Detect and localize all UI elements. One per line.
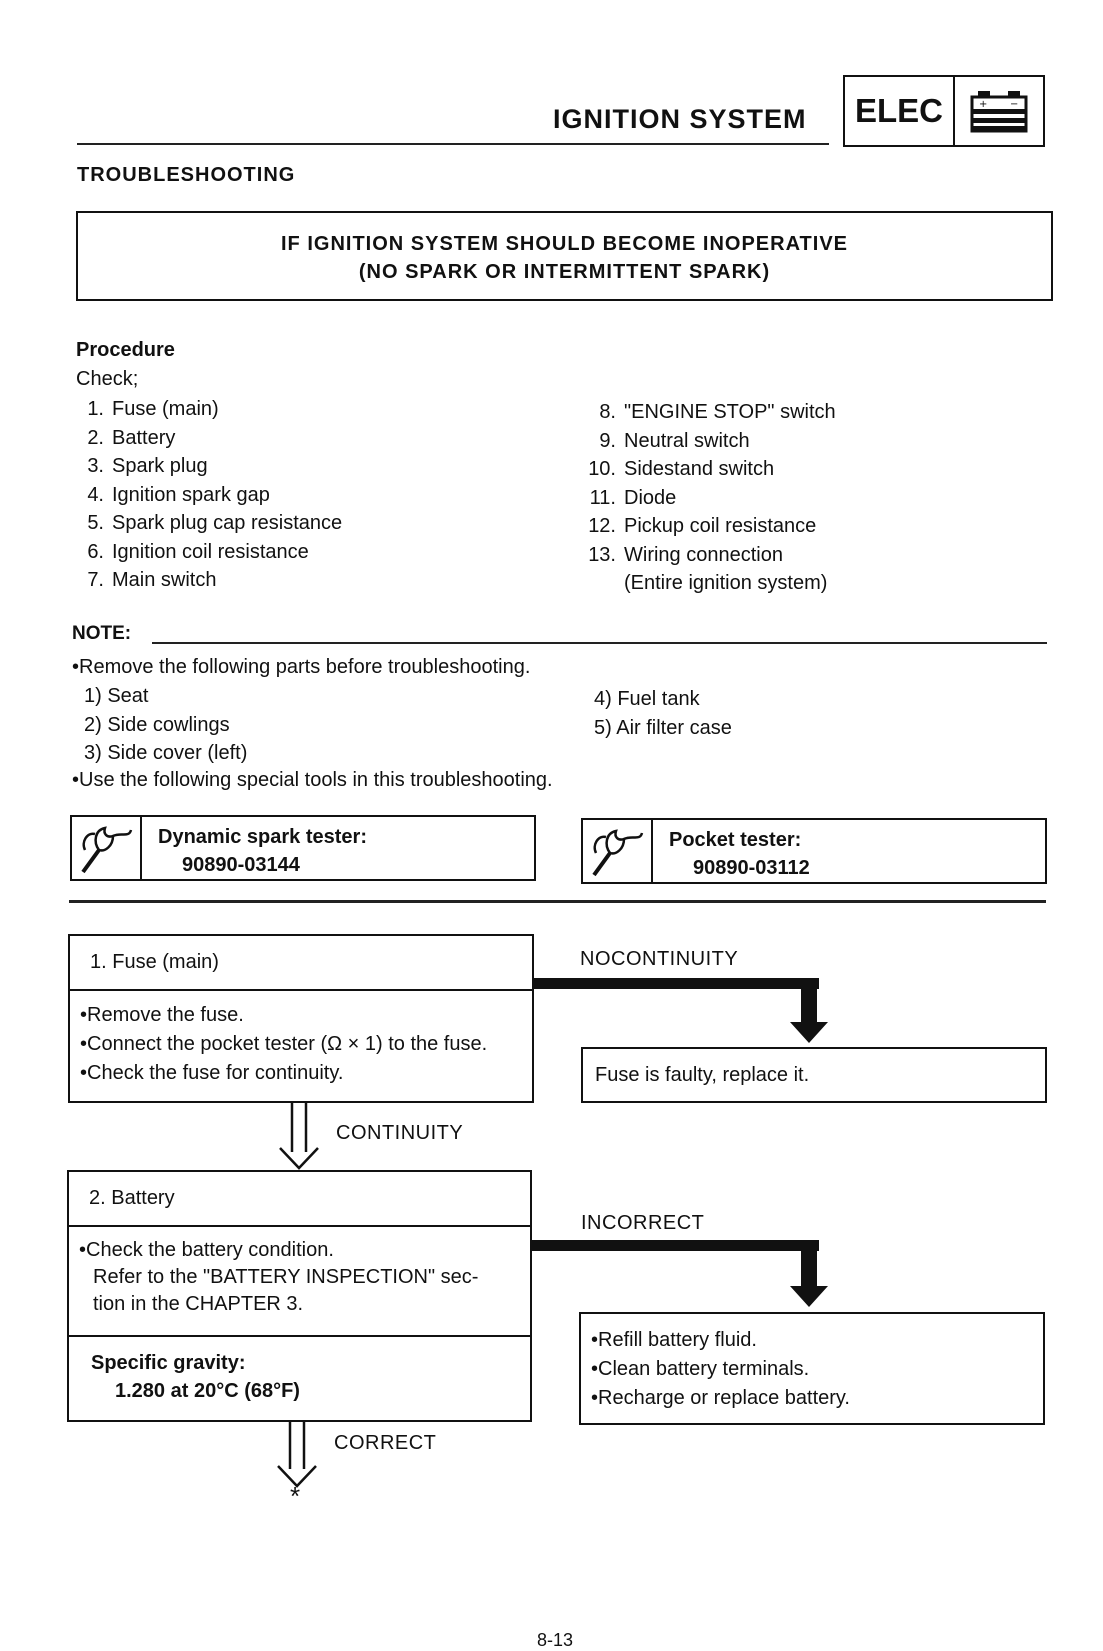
result-box-fuse bbox=[581, 1047, 1047, 1103]
tool-part-number: 90890-03112 bbox=[693, 857, 810, 879]
list-item: 11. Diode bbox=[589, 486, 677, 509]
step-instructions bbox=[70, 991, 532, 1088]
instruction: •Remove the fuse. bbox=[80, 1004, 244, 1026]
svg-text:−: − bbox=[1010, 99, 1019, 110]
fail-connector-1-stem bbox=[801, 978, 817, 1026]
list-item: 7. Main switch bbox=[87, 569, 217, 591]
result-text: Fuse is faulty, replace it. bbox=[595, 1064, 810, 1086]
instruction: Refer to the "BATTERY INSPECTION" sec- bbox=[93, 1266, 479, 1288]
result-box-battery bbox=[579, 1312, 1045, 1425]
list-item: 5. Spark plug cap resistance bbox=[87, 512, 343, 534]
tool-part-number: 90890-03144 bbox=[182, 854, 300, 876]
list-item: 1) Seat bbox=[84, 685, 149, 707]
list-item: 1. Fuse (main) bbox=[87, 398, 219, 420]
list-item: (Entire ignition system) bbox=[624, 572, 828, 594]
list-item: 8. "ENGINE STOP" switch bbox=[599, 401, 836, 423]
fail-arrowhead-1 bbox=[790, 1022, 828, 1043]
pass-label: CORRECT bbox=[334, 1432, 437, 1454]
result-text: •Clean battery terminals. bbox=[591, 1358, 810, 1380]
note-label: NOTE: bbox=[72, 623, 132, 644]
tool-name: Dynamic spark tester: bbox=[158, 826, 367, 848]
banner-line-2: (NO SPARK OR INTERMITTENT SPARK) bbox=[358, 261, 771, 283]
instruction: •Check the fuse for continuity. bbox=[80, 1062, 344, 1084]
procedure-title: Procedure bbox=[76, 339, 175, 361]
instruction: •Check the battery condition. bbox=[79, 1239, 334, 1261]
note-tools-line: •Use the following special tools in this troubleshooting. bbox=[72, 769, 553, 791]
list-item: 12. Pickup coil resistance bbox=[588, 515, 817, 537]
section-badge-label: ELEC bbox=[845, 77, 955, 145]
instruction: •Connect the pocket tester (Ω × 1) to the fuse. bbox=[80, 1033, 488, 1055]
list-item: 6. Ignition coil resistance bbox=[87, 540, 309, 563]
fail-connector-2 bbox=[531, 1240, 819, 1251]
fail-label: NOCONTINUITY bbox=[580, 948, 739, 970]
page-title: IGNITION SYSTEM bbox=[553, 104, 807, 134]
tool-name: Pocket tester: bbox=[669, 829, 802, 851]
result-text: •Recharge or replace battery. bbox=[591, 1387, 850, 1409]
fail-arrowhead-2 bbox=[790, 1286, 828, 1307]
step-title: 1. Fuse (main) bbox=[70, 936, 532, 991]
banner-line-1: IF IGNITION SYSTEM SHOULD BECOME INOPERATIVE bbox=[281, 233, 848, 255]
continuation-mark: * bbox=[290, 1481, 301, 1511]
list-item: 3. Spark plug bbox=[87, 455, 208, 477]
list-item: 4. Ignition spark gap bbox=[87, 483, 270, 506]
step-instructions bbox=[69, 1227, 530, 1337]
list-item: 2. Battery bbox=[87, 426, 176, 449]
list-item: 4) Fuel tank bbox=[594, 688, 700, 710]
pass-arrow-2 bbox=[278, 1421, 316, 1486]
spec-block bbox=[69, 1337, 530, 1405]
step-title: 2. Battery bbox=[69, 1172, 530, 1227]
list-item: 13. Wiring connection bbox=[588, 543, 783, 566]
fail-label: INCORRECT bbox=[581, 1212, 705, 1234]
spec-value: 1.280 at 20°C (68°F) bbox=[115, 1380, 300, 1402]
pass-arrow-1 bbox=[280, 1102, 318, 1168]
section-title: TROUBLESHOOTING bbox=[77, 164, 296, 186]
list-item: 2) Side cowlings bbox=[84, 713, 230, 736]
list-item: 10. Sidestand switch bbox=[588, 458, 775, 480]
pass-label: CONTINUITY bbox=[336, 1122, 464, 1144]
fail-connector-1 bbox=[533, 978, 819, 989]
note-remove-line: •Remove the following parts before troubleshooting. bbox=[72, 656, 531, 678]
svg-text:+: + bbox=[979, 99, 988, 110]
spec-label: Specific gravity: bbox=[91, 1352, 246, 1374]
step-box-fuse bbox=[68, 934, 534, 1103]
list-item: 3) Side cover (left) bbox=[84, 742, 248, 764]
result-text: •Refill battery fluid. bbox=[591, 1329, 757, 1351]
list-item: 5) Air filter case bbox=[594, 716, 732, 739]
instruction: tion in the CHAPTER 3. bbox=[93, 1293, 304, 1315]
step-box-battery bbox=[67, 1170, 532, 1422]
fail-connector-2-stem bbox=[801, 1240, 817, 1290]
procedure-check-label: Check; bbox=[76, 368, 139, 390]
page-number: 8-13 bbox=[537, 1630, 574, 1650]
list-item: 9. Neutral switch bbox=[599, 429, 750, 452]
